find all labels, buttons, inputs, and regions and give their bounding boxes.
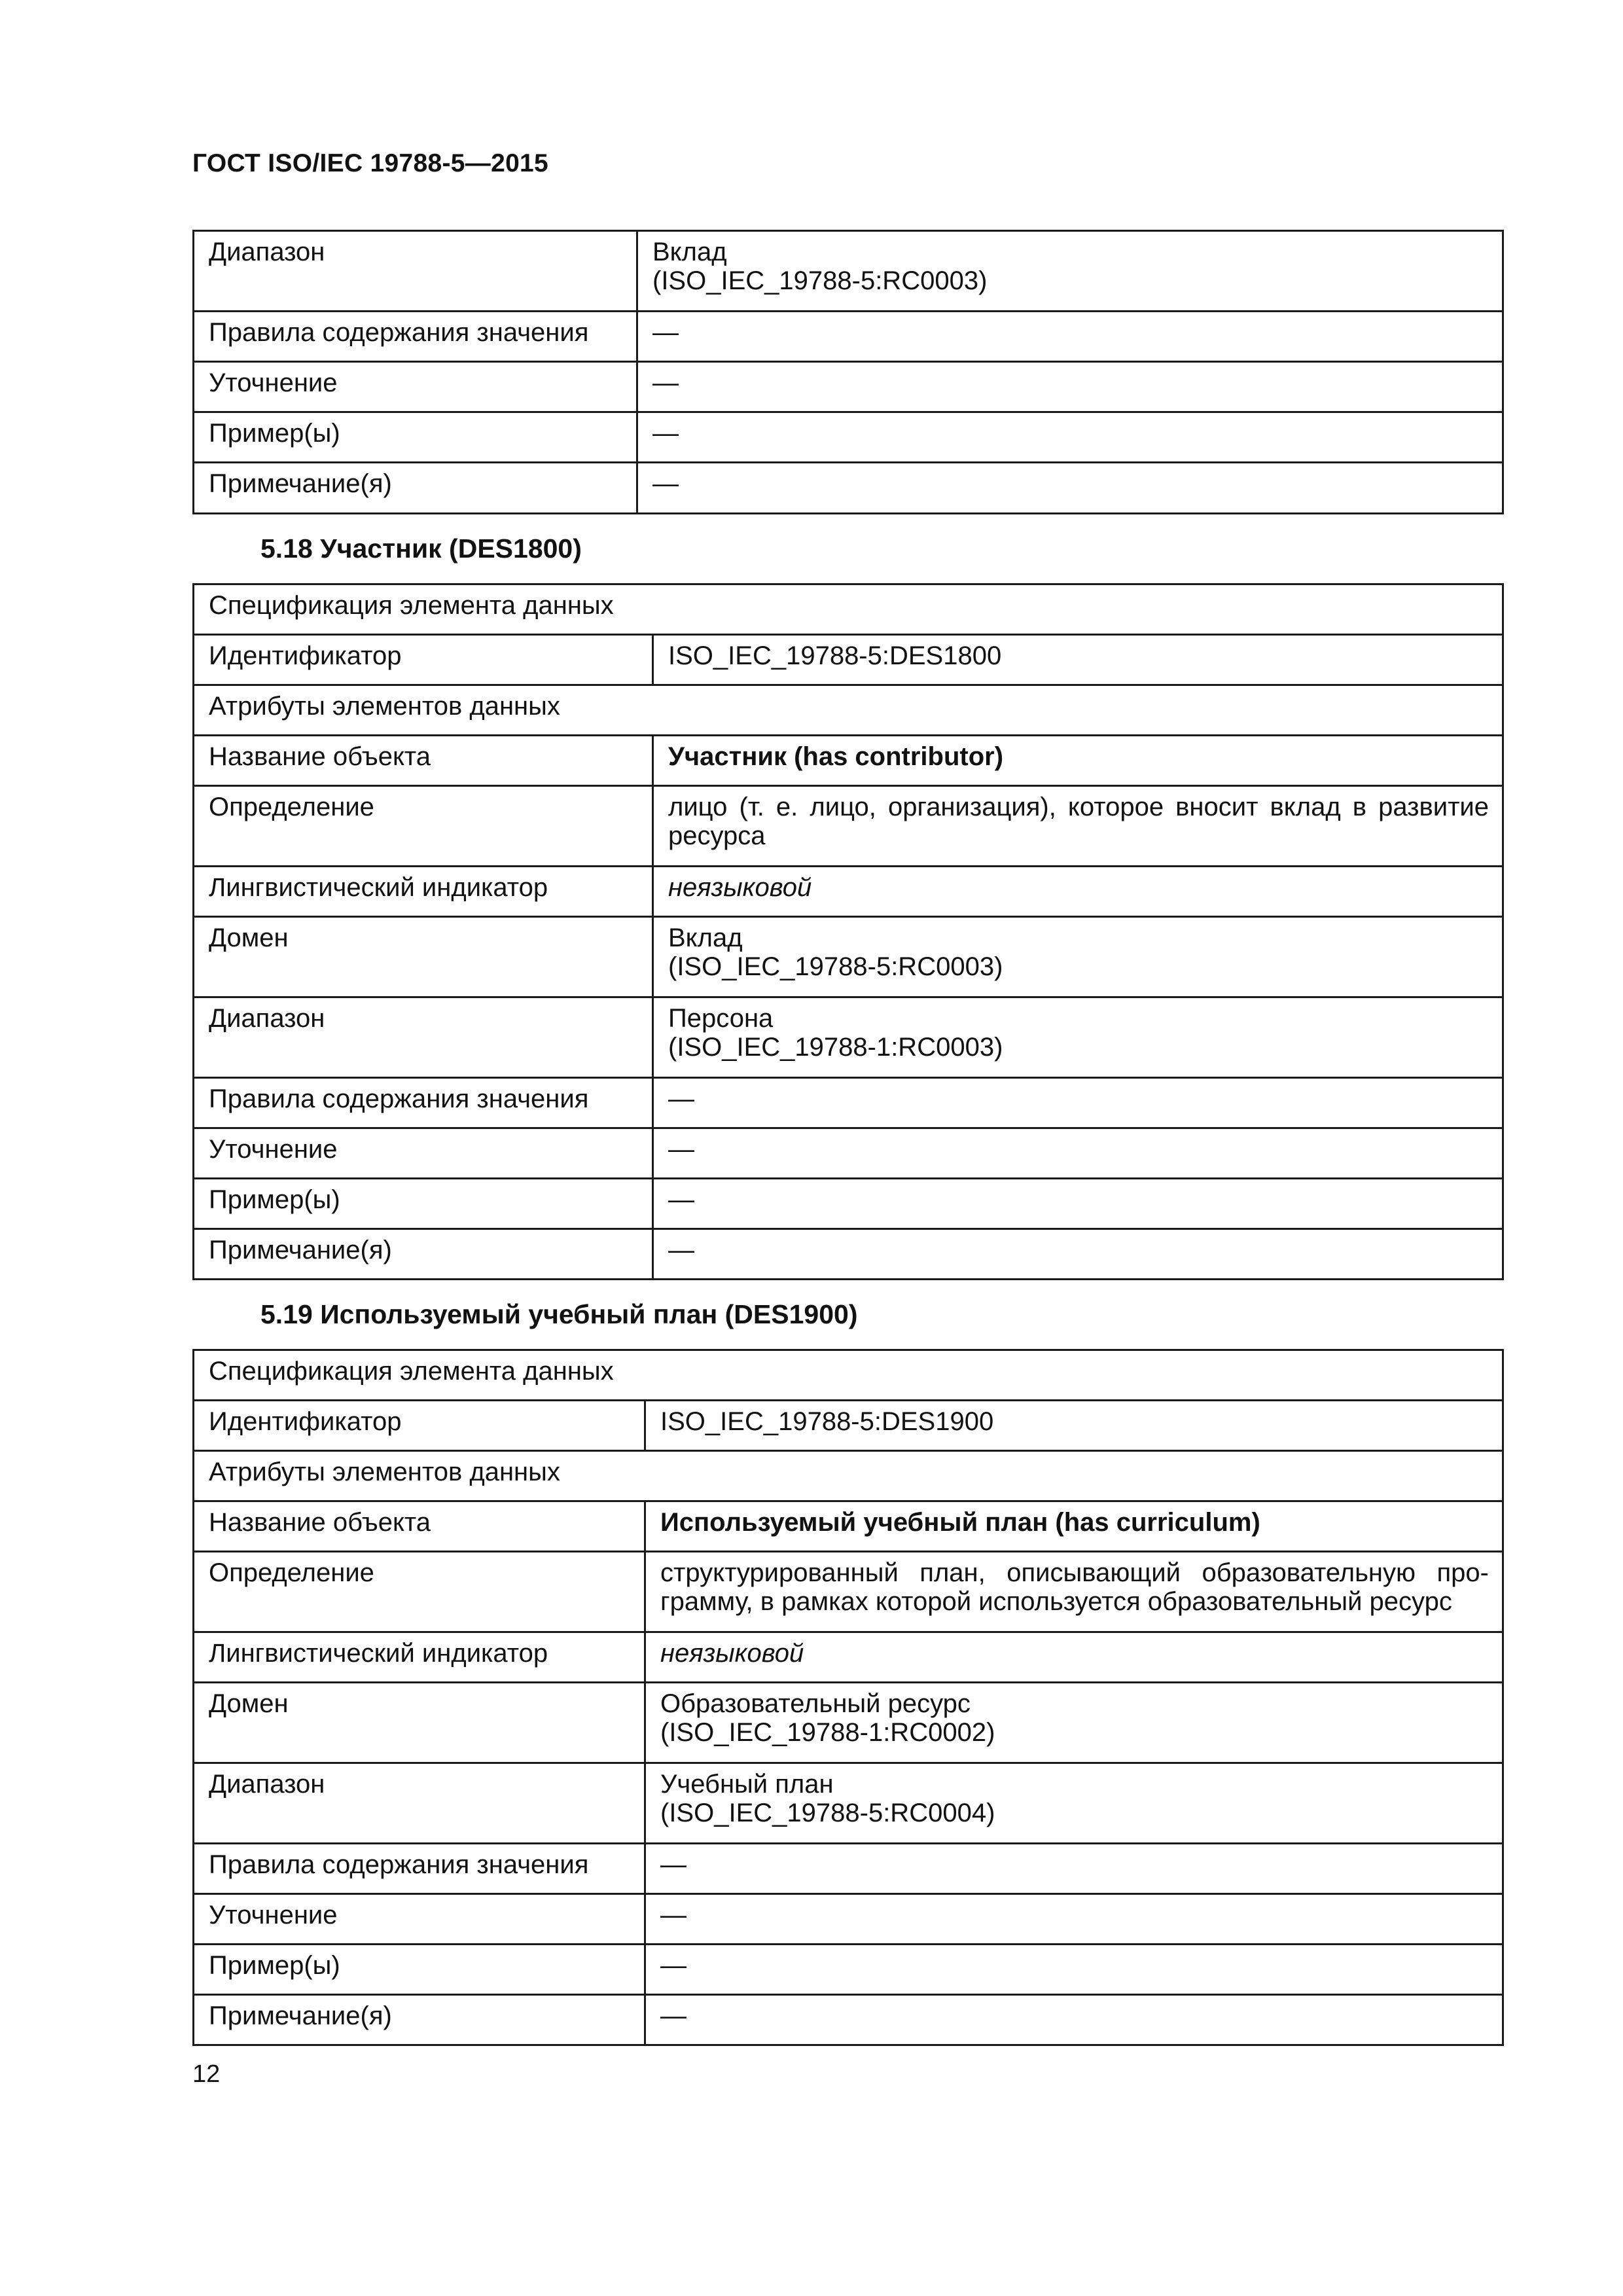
table-row (194, 1844, 1503, 1894)
row-label: Пример(ы) (194, 1945, 645, 1995)
row-label: Название объекта (194, 736, 653, 786)
row-value: — (653, 1179, 1503, 1229)
table-row (194, 786, 1503, 867)
row-label: Домен (194, 917, 653, 997)
row-value: ISO_IEC_19788-5:DES1900 (645, 1401, 1503, 1451)
table-row (194, 1229, 1503, 1280)
table-des1900 (192, 1349, 1504, 2046)
table-row (194, 1552, 1503, 1632)
row-label: Примечание(я) (194, 1995, 645, 2045)
section-title-5-18: 5.18 Участник (DES1800) (260, 533, 582, 564)
table-row (194, 1401, 1503, 1451)
table-row (194, 1350, 1503, 1401)
table-row (194, 1179, 1503, 1229)
row-label: Правила содержания значения (194, 312, 637, 362)
row-label: Правила содержания значения (194, 1078, 653, 1128)
row-value: — (645, 1945, 1503, 1995)
row-value: — (637, 463, 1503, 514)
row-label: Примечание(я) (194, 463, 637, 514)
row-value: — (645, 1995, 1503, 2045)
table-row (194, 1894, 1503, 1945)
table-row (194, 1995, 1503, 2045)
row-label: Уточнение (194, 362, 637, 412)
row-label: Диапазон (194, 231, 637, 312)
table-row (194, 1683, 1503, 1763)
row-value: Вклад (ISO_IEC_19788-5:RC0003) (637, 231, 1503, 312)
row-value: Учебный план (ISO_IEC_19788-5:RC0004) (645, 1763, 1503, 1844)
row-value: неязыковой (653, 867, 1503, 917)
row-value: — (653, 1128, 1503, 1179)
attributes-heading: Атрибуты элементов данных (194, 1451, 1503, 1501)
table-row (194, 1501, 1503, 1552)
row-label: Лингвистический индикатор (194, 867, 653, 917)
table-row (194, 1632, 1503, 1683)
row-label: Уточнение (194, 1894, 645, 1945)
row-value: неязыковой (645, 1632, 1503, 1683)
row-value: Образовательный ресурс (ISO_IEC_19788-1:RC0002) (645, 1683, 1503, 1763)
row-value: — (637, 412, 1503, 463)
row-value: — (653, 1229, 1503, 1280)
page-number: 12 (192, 2060, 221, 2088)
spec-heading: Спецификация элемента данных (194, 1350, 1503, 1401)
table-row (194, 1763, 1503, 1844)
row-label: Пример(ы) (194, 1179, 653, 1229)
table-row (194, 231, 1503, 312)
row-label: Уточнение (194, 1128, 653, 1179)
table-row (194, 997, 1503, 1078)
table-row (194, 736, 1503, 786)
table-row (194, 412, 1503, 463)
table-row (194, 917, 1503, 997)
row-label: Примечание(я) (194, 1229, 653, 1280)
document-header: ГОСТ ISO/IEC 19788-5—2015 (192, 149, 549, 177)
table-row (194, 685, 1503, 736)
table-row (194, 1078, 1503, 1128)
row-value: структурированный план, описывающий образовательную про-грамму, в рамках которой используется образовательный ресурс (645, 1552, 1503, 1632)
table-row (194, 463, 1503, 514)
row-value: Персона (ISO_IEC_19788-1:RC0003) (653, 997, 1503, 1078)
attributes-heading: Атрибуты элементов данных (194, 685, 1503, 736)
table-row (194, 584, 1503, 635)
row-label: Правила содержания значения (194, 1844, 645, 1894)
row-label: Определение (194, 786, 653, 867)
row-label: Лингвистический индикатор (194, 1632, 645, 1683)
row-value: — (645, 1844, 1503, 1894)
spec-heading: Спецификация элемента данных (194, 584, 1503, 635)
table-des1800 (192, 583, 1504, 1280)
table-row (194, 635, 1503, 685)
row-label: Пример(ы) (194, 412, 637, 463)
table-row (194, 1128, 1503, 1179)
section-title-5-19: 5.19 Используемый учебный план (DES1900) (260, 1299, 858, 1329)
row-value: ISO_IEC_19788-5:DES1800 (653, 635, 1503, 685)
row-value: — (637, 362, 1503, 412)
row-label: Определение (194, 1552, 645, 1632)
row-value: Используемый учебный план (has curriculum) (645, 1501, 1503, 1552)
table-row (194, 362, 1503, 412)
table-row (194, 867, 1503, 917)
row-value: Вклад (ISO_IEC_19788-5:RC0003) (653, 917, 1503, 997)
row-value: — (653, 1078, 1503, 1128)
row-label: Диапазон (194, 1763, 645, 1844)
row-label: Диапазон (194, 997, 653, 1078)
row-label: Домен (194, 1683, 645, 1763)
row-label: Идентификатор (194, 635, 653, 685)
table-row (194, 312, 1503, 362)
table-row (194, 1451, 1503, 1501)
row-value: лицо (т. е. лицо, организация), которое вносит вклад в развитие ресурса (653, 786, 1503, 867)
table-row (194, 1945, 1503, 1995)
table-continuation (192, 230, 1504, 514)
row-label: Название объекта (194, 1501, 645, 1552)
row-value: — (637, 312, 1503, 362)
row-value: — (645, 1894, 1503, 1945)
row-label: Идентификатор (194, 1401, 645, 1451)
row-value: Участник (has contributor) (653, 736, 1503, 786)
